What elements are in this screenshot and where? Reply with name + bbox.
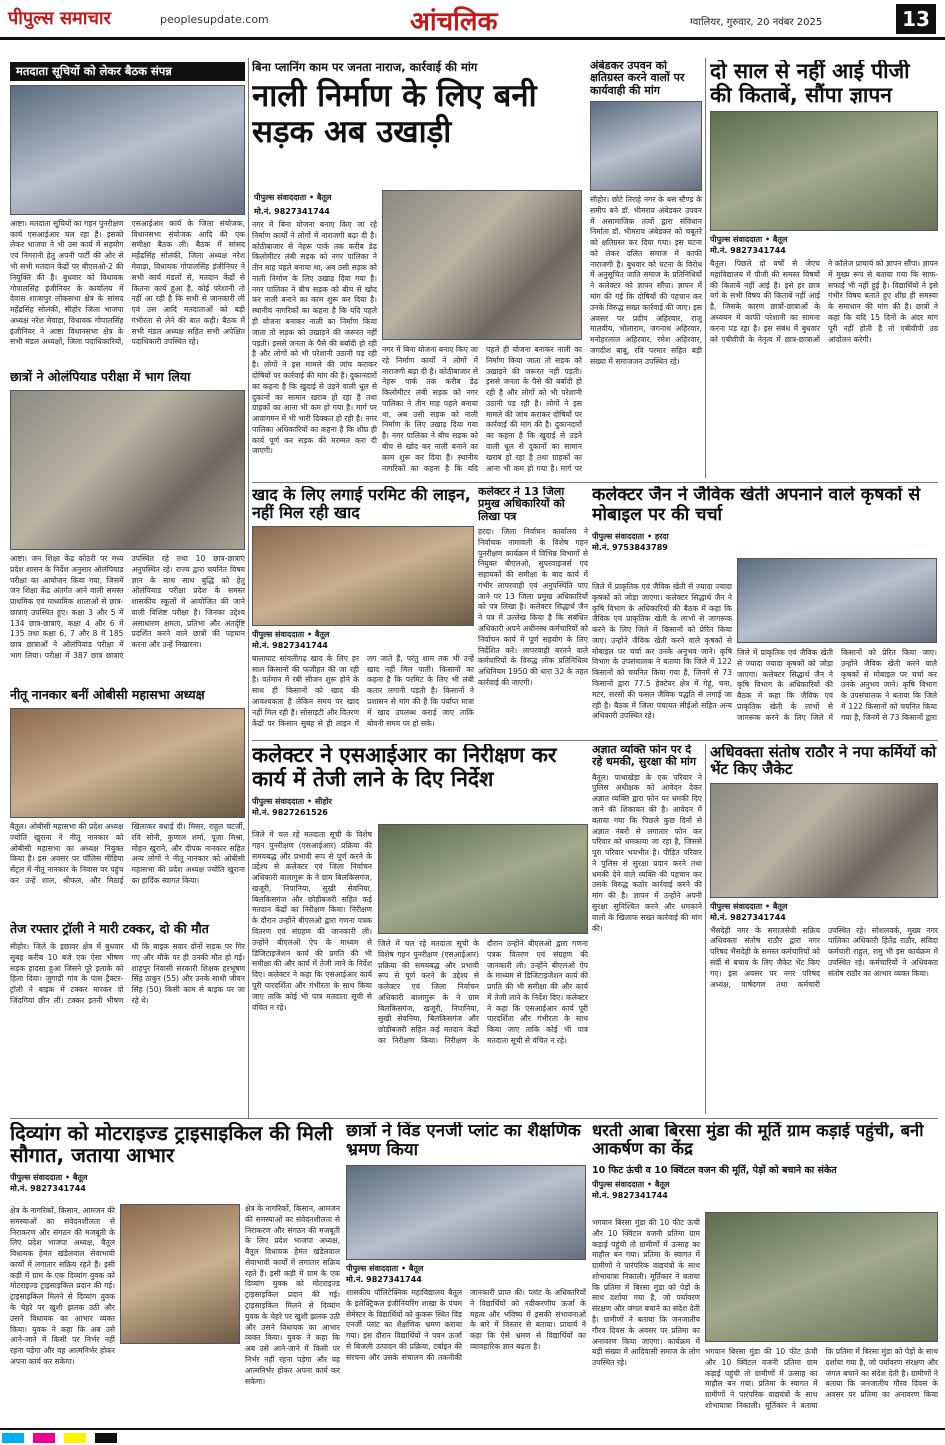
masthead — [0, 0, 945, 40]
story-body: हरदा। जिला निर्वाचन कार्यालय ने निर्वाचक नामावली के विशेष गहन पुनरीक्षण कार्यक्रम में विभिन्न विभागों से नियुक्त बीएलओ, सुपरवाइजर्स एवं सहायकों की समीक्षा के बाद कार्य में गंभीर लापरवाही एवं अनुपस्थिति पाए जाने पर 13 जिला प्रमुख अधिकारियों को पत्र लिखा है। कलेक्टर सिद्धार्थ जैन ने पत्र में उल्लेख किया है कि संबंधित अधिकारी अपने अधीनस्थ कर्मचारियों को निर्वाचन कार्य में पूर्ण सहयोग के लिए निर्देशित करें। लापरवाही बरतने वाले कर्मचारियों के विरुद्ध लोक प्रतिनिधित्व अधिनियम 1950 की धारा 32 के तहत कार्रवाई की जाएगी। — [478, 526, 588, 687]
page-number: 13 — [896, 4, 936, 34]
black-swatch — [95, 1433, 117, 1443]
story-drain — [252, 60, 582, 480]
story-headline: दो साल से नहीं आई पीजी की किताबें, सौंपा ज्ञापन — [710, 60, 910, 107]
story-body-text: जिले में प्राकृतिक एवं जैविक खेती से ज्यादा ज्यादा कृषकों को जोड़ा जाएगा। कलेक्टर सिद्धार्थ जैन ने कृषि विभाग के अधिकारियों की बैठक में कहा कि जैविक एवं प्राकृतिक खेती के लाभों से जागरूक करने के लिए जिले में किसानों को प्रेरित किया जाए। उन्होंने जैविक खेती करने वाले कृषकों से मोबाइल पर चर्चा कर उनके अनुभव जाने। कृषि विभाग के उपसंचालक ने बताया कि जिले में 122 किसानों को चयनित किया गया है, जिनमें से 73 किसानों द्वारा — [737, 648, 937, 722]
story-santosh — [710, 744, 938, 1114]
story-byline: पीपुल्स संवाददाता • हरदा — [592, 532, 669, 542]
story-photo — [120, 1204, 240, 1344]
story-sir — [252, 744, 588, 1114]
story-pg — [710, 60, 938, 480]
row-rule — [252, 482, 938, 483]
story-tricycle — [10, 1122, 340, 1424]
story-byline: पीपुल्स संवाददाता • सीहोर — [252, 797, 332, 807]
story-headline: कलेक्टर जैन ने जैविक खेती अपनाने वाले कृषकों से मोबाइल पर की चर्चा — [592, 486, 921, 525]
story-body-text: क्षेत्र के नागरिकों, किसान, आमजन की समस्याओं का संवेदनशीलता से निराकरण और संगठन की मजबूती के लिए प्रदेश भाजपा अध्यक्ष, बैतूल विधायक हेमंत खंडेलवाल सेवाभावी कार्यों में लगातार सक्रिय रहते हैं। इसी कड़ी में ग्राम के एक दिव्यांग युवक को मोटराइज्ड ट्राइसाइकिल प्रदान की गई। ट्राइसाइकिल मिलने से दिव्यांग युवक के चेहरे पर खुशी झलक उठी और उसने विधायक का आभार व्यक्त किया। युवक ने कहा कि अब उसे आने-जाने में किसी पर निर्भर नहीं रहना पड़ेगा और वह आत्मनिर्भर होकर अपना कार्य कर सकेगा। — [245, 1204, 340, 1386]
story-phone: मो.नं. 9827341744 — [592, 1190, 668, 1200]
story-headline: छात्रों ने ओलंपियाड परीक्षा में भाग लिया — [10, 369, 191, 384]
story-body: सीहोर। जिले के इछावर क्षेत्र में बुधवार सुबह करीब 10 बजे एक ऐसा भीषण सड़क हादसा हुआ जिसने पूरे इलाके को हिला दिया। जुगाड़ी गांव के पास ट्रैक्टर-ट्रॉली ने बाइक में टक्कर मारकर दो जिंदगियां छीन लीं। टक्कर इतनी भीषण थी कि बाइक सवार दोनों सड़क पर गिर गए और मौके पर ही उनकी मौत हो गई। शाहपुर निवासी सरकारी शिक्षक हरभूषण सिंह ठाकुर (55) और उनके साथी जीवन सिंह (50) किसी काम से बाइक पर जा रहे थे। — [10, 942, 245, 1005]
story-jaivik — [592, 486, 938, 736]
story-body: सीहोर। छोटे तिराहे नगर के बस स्टैण्ड के समीप बने डॉ. भीमराव अंबेडकर उपवन में असामाजिक तत्वों द्वारा संविधान निर्माता डॉ. भीमराव अंबेडकर को चबूतरे को क्षतिग्रस्त कर दिया गया। इस घटना को लेकर दलित समाज में काफी नाराजगी है। बुधवार को घटना के विरोध में अनुसूचित जाति समाज के प्रतिनिधियों ने कलेक्टर को ज्ञापन सौंपा। ज्ञापन में मांग की गई कि दोषियों की पहचान कर उनके विरुद्ध सख्त कार्रवाई की जाए। इस अवसर पर प्रदीप अहिरवार, राजू मालवीय, भोलाराम, जगनाथ अहिरवार, मनोहरलाल अहिरवार, रमेश अहिरवार, जगदीश बाबू, रवि परमार सहित बड़ी संख्या में समाजजन उपस्थित रहे। — [590, 194, 702, 366]
story-body-continued — [378, 939, 588, 1109]
story-phone: मो.नं. 9827341744 — [254, 207, 330, 216]
story-nitu — [10, 686, 245, 916]
dateline: ग्वालियर, गुरुवार, 20 नवंबर 2025 — [690, 17, 823, 28]
story-voter — [10, 62, 245, 362]
story-photo — [378, 824, 588, 934]
story-headline: खाद के लिए लगाई परमिट की लाइन, नहीं मिल रही खाद — [252, 486, 471, 522]
story-headline: अधिवक्ता संतोष राठौर ने नपा कर्मियों को भेंट किए जैकेट — [710, 744, 937, 778]
color-registration-bar — [0, 1428, 945, 1445]
story-khad — [252, 486, 474, 736]
story-body: बैतूल। पाथाखेड़ा के एक परिवार ने पुलिस अधीक्षक को आवेदन देकर अज्ञात व्यक्ति द्वारा फोन पर धमकी दिए जाने की शिकायत की है। आवेदन में बताया गया कि पिछले कुछ दिनों से अज्ञात नंबरों से लगातार फोन कर परिवार को धमकाया जा रहा है, जिससे पूरा परिवार भयभीत है। पीड़ित परिवार ने पुलिस से सुरक्षा प्रदान करने तथा धमकी देने वाले व्यक्ति की पहचान कर उसके विरुद्ध कठोर कार्रवाई करने की मांग की है। ज्ञापन में उन्होंने अपनी सुरक्षा सुनिश्चित करने और धमकाने वालों के खिलाफ सख्त कार्रवाई की मांग की। — [592, 772, 702, 933]
story-phone: मो.नं. 9827341744 — [710, 912, 786, 922]
story-phone: मो.नं. 9827341744 — [10, 1183, 86, 1193]
story-body: नगर में बिना योजना बनाए किए जा रहे निर्माण कार्यों ने लोगों में नाराजगी बढ़ा दी है। कोठीबाजार से नेहरू पार्क तक करीब डेढ़ किलोमीटर लंबी सड़क को नगर पालिका ने तीन माह पहले बनाया था, अब उसी सड़क को नाली निर्माण के लिए उखाड़ दिया गया है। नगर पालिका ने बीच सड़क को बीच से खोद कर नाली बनाने का काम शुरू कर दिया है। स्थानीय नागरिकों का कहना है कि यदि पहले ही योजना बनाकर नाली का निर्माण किया जाता तो सड़क को उखाड़ने की जरूरत नहीं पड़ती। इससे जनता के पैसे की बर्बादी हो रही है और लोगों को भी परेशानी उठानी पड़ रही है। लोगों ने इस मामले की जांच कराकर दोषियों पर कार्रवाई की मांग की है। दुकानदारों का कहना है कि खुदाई से उड़ने वाली धूल से दुकानों का सामान खराब हो रहा है तथा ग्राहकों का आना भी कम हो गया है। मार्ग पर आवागमन में भी भारी दिक्कत हो रही है। नगर पालिका अधिकारियों का कहना है कि शीघ्र ही कार्य पूर्ण कर सड़क की मरम्मत करा दी जाएगी। — [252, 220, 377, 456]
story-birsa — [592, 1122, 938, 1424]
story-body: आष्टा। जन शिक्षा केंद्र कोठरी पर मध्य प्रदेश शासन के निर्देश अनुसार ओलंपियाड परीक्षा का आयोजन किया गया, जिसमें जन शिक्षा केंद्र अंतर्गत आने वाली समस्त प्राथमिक एवं माध्यमिक शालाओं से छात्र-छात्राएं उपस्थित हुए। कक्षा 3 और 5 में 134 छात्र-छात्राएं, कक्षा 4 और 6 में 135 तथा कक्षा 6, 7 और 8 में 185 छात्र छात्राओं ने ओलंपियाड परीक्षा में भाग लिया। परीक्षा में 387 छात्र छात्राएं उपस्थित रहे तथा 10 छात्र-छात्राएं अनुपस्थित रहे। राज्य द्वारा चयनित विषय ज्ञान के साथ साथ बुद्धि को हेतु ओलंपियाड परीक्षा प्रदेश के समस्त शासकीय स्कूलों में आयोजित की जाने वाली विशिष्ट परीक्षा है। जिनका उद्देश्य असाधारण क्षमता, प्रतिभा और अंतर्दृष्टि प्रदर्शित करने वाले छात्रों की पहचान करना और उन्हें निखारना। — [10, 554, 245, 661]
story-body-text: नगर में बिना योजना बनाए किए जा रहे निर्माण कार्यों ने लोगों में नाराजगी बढ़ा दी है। कोठीबाजार से नेहरू पार्क तक करीब डेढ़ किलोमीटर लंबी सड़क को नगर पालिका ने तीन माह पहले बनाया था, अब उसी सड़क को नाली निर्माण के लिए उखाड़ दिया गया है। नगर पालिका ने बीच सड़क को बीच से खोद कर नाली बनाने का काम शुरू कर दिया है। स्थानीय नागरिकों का कहना है कि यदि पहले ही योजना बनाकर नाली का निर्माण किया जाता तो सड़क को उखाड़ने की जरूरत नहीं पड़ती। इससे जनता के पैसे की बर्बादी हो रही है और लोगों को भी परेशानी उठानी पड़ रही है। लोगों ने इस मामले की जांच कराकर दोषियों पर कार्रवाई की मांग की है। दुकानदारों का कहना है कि खुदाई से उड़ने वाली धूल से दुकानों का सामान खराब हो रहा है तथा ग्राहकों का आना भी कम हो गया है। मार्ग पर — [382, 345, 582, 473]
story-byline: पीपुल्स संवाददाता • बैतूल — [710, 901, 788, 911]
story-body: बैतूल। पिछले दो वर्षों से जेएच महाविद्यालय में पीजी की समस्त विषयों की किताबें नहीं आई है। इसे हर छात्र वर्ग के सभी विषय की किताबें नहीं आई है, जिसके कारण छात्रों-छात्राओं के अध्ययन में काफी परेशानी का सामना करना पड़ रहा है। इस संबंध में बुधवार को एबीवीपी के नेतृत्व में छात्र-छात्राओं ने कॉलेज प्राचार्य को ज्ञापन सौंपा। ज्ञापन में मुख्य रूप से बताया गया कि साफ-सफाई भी नहीं हुई है। विद्यार्थियों ने इसे गंभीर विषय बताते हुए शीघ्र ही समस्या के समाधान की मांग की है। छात्रों ने कहा कि यदि 15 दिनों के अंदर मांग पूरी नहीं होती है तो एबीवीपी उग्र आंदोलन करेगी। — [710, 259, 938, 344]
story-photo — [710, 783, 938, 898]
story-photo — [346, 1165, 586, 1260]
story-photo — [382, 190, 582, 340]
story-photo — [737, 558, 937, 643]
story-headline: छात्रों ने विंड एनर्जी प्लांट का शैक्षणिक भ्रमण किया — [346, 1122, 581, 1161]
story-byline: पीपुल्स संवाददाता • बैतूल — [710, 235, 788, 245]
column-rule — [248, 58, 249, 1118]
story-body-text: जिले में चल रहे मतदाता सूची के विशेष गहन पुनरीक्षण (एसआईआर) प्रक्रिया की समयबद्ध और प्रभावी रूप से पूर्ण करने के उद्देश्य से कलेक्टर एवं जिला निर्वाचन अधिकारी बालागुरू के ने ग्राम बिलकिसगंज, खजूरी, निपानिया, सुखी सेवनिया, बिलकिसगंज और छोड़ीबजरी सहित कई मतदान केंद्रों का निरीक्षण किया। निरीक्षण के दौरान उन्होंने बीएलओ द्वारा गणना पत्रक वितरण एवं संग्रहण की जानकारी ली। उन्होंने बीएलओ ऐप के माध्यम से डिजिटाइजेशन कार्य की प्रगति की भी समीक्षा की और कार्य में तेजी लाने के निर्देश दिए। कलेक्टर ने कहा कि एसआईआर कार्य पूरी पारदर्शिता और गंभीरता के साथ किया जाए ताकि कोई भी पात्र मतदाता सूची से वंचित न रहे। — [378, 939, 588, 1046]
story-headline: अज्ञात व्यक्ति फोन पर दे रहे धमकी, सुरक्षा की मांग — [592, 744, 697, 769]
story-phone: मो.नं. 9827261526 — [252, 808, 328, 818]
story-phone: मो.नं. 9827341744 — [252, 640, 328, 650]
row-rule — [252, 740, 938, 741]
story-body: जिले में प्राकृतिक एवं जैविक खेती से ज्यादा ज्यादा कृषकों को जोड़ा जाएगा। कलेक्टर सिद्धार्थ जैन ने कृषि विभाग के अधिकारियों की बैठक में कहा कि जैविक एवं प्राकृतिक खेती के लाभों से जागरूक करने के लिए जिले में किसानों को प्रेरित किया जाए। उन्होंने जैविक खेती करने वाले कृषकों से मोबाइल पर चर्चा कर उनके अनुभव जाने। कृषि विभाग के उपसंचालक ने बताया कि जिले में 122 किसानों को चयनित किया गया है, जिनमें से 73 किसानों द्वारा 77.5 हेक्टेयर क्षेत्र में गेहूं, चना, मटर, सरसों की फसल जैविक पद्धति से लगाई जा रही है। बैठक में जिला पंचायत सीईओ सहित अन्य अधिकारी उपस्थित रहे। — [592, 582, 732, 721]
story-phone: मो.नं. 9753843789 — [592, 543, 668, 553]
brand-logo: पीपुल्स समाचार — [8, 8, 111, 29]
story-subhead: 10 फिट ऊंची व 10 क्विंटल वजन की मूर्ति, पेड़ों को बचाने का संकेत — [592, 1163, 938, 1176]
story-olympiad — [10, 368, 245, 678]
story-photo — [252, 526, 474, 626]
column-rule — [705, 58, 706, 478]
story-body: भैंसदेही नगर के समाजसेवी सक्रिय अधिवक्ता संतोष राठौर द्वारा नगर परिषद भैंसदेही के समस्त कर्मचारियों को सर्दी से बचाव के लिए जैकेट भेंट किए गए। इस अवसर पर नगर परिषद अध्यक्ष, पार्षदगण तथा कर्मचारी उपस्थित रहे। सोशलवर्क, मुख्य नगर पालिका अधिकारी हितेंद्र राठौर, संविदा कर्मचारी राहुल, रामु भी इस कार्यक्रम में उपस्थित रहे। कर्मचारियों ने अधिवक्ता संतोष राठौर का आभार व्यक्त किया। — [710, 925, 938, 989]
story-photo — [710, 111, 938, 231]
story-body-continued — [245, 1204, 340, 1419]
story-photo — [10, 708, 245, 818]
story-headline: कलेक्टर ने 13 जिला प्रमुख अधिकारियों को लिखा पत्र — [478, 486, 565, 523]
story-body: आष्टा। मतदाता सूचियों का गहन पुनरीक्षण कार्य एसआईआर चल रहा है। इसको लेकर भाजपा ने भी उस कार्य में सहयोग एवं निगरानी हेतु अपनी पार्टी की ओर से भी सभी मतदान केंद्रों पर बीएलओ-2 की नियुक्ति की है। बुधवार को विधायक गोपालसिंह इंजीनियर के कार्यालय में देवास शाजापुर लोकसभा क्षेत्र के सांसद महेंद्रसिंह सोलंकी, सीहोर जिला भाजपा अध्यक्ष नरेश मेवाड़ा, विधायक गोपालसिंह इंजीनियर ने आष्टा विधानसभा क्षेत्र के सभी मंडल अध्यक्षों, जिला पदाधिकारियों, एसआईआर कार्य के जिला संयोजक, विधानसभा संयोजक आदि की एक समीक्षा बैठक ली। बैठक में सांसद महेंद्रसिंह सोलंकी, जिला अध्यक्ष नरेश मेवाड़ा, विधायक गोपालसिंह इंजीनियर ने सभी कार्य मंडलों से, मतदान केंद्रों से कितना कार्य हुआ है, कोई परेशानी तो नहीं आ रही है कि सभी से जानकारी ली एवं उस आदि मतदाताओं को बड़ी गंभीरता से लेने की बात कही। बैठक में सभी मंडल अध्यक्ष सहित सभी अपेक्षित पदाधिकारी उपस्थित रहे। — [10, 218, 245, 347]
story-body: जिले में चल रहे मतदाता सूची के विशेष गहन पुनरीक्षण (एसआईआर) प्रक्रिया की समयबद्ध और प्रभावी रूप से पूर्ण करने के उद्देश्य से कलेक्टर एवं जिला निर्वाचन अधिकारी बालागुरू के ने ग्राम बिलकिसगंज, खजूरी, निपानिया, सुखी सेवनिया, बिलकिसगंज और छोड़ीबजरी सहित कई मतदान केंद्रों का निरीक्षण किया। निरीक्षण के दौरान उन्होंने बीएलओ द्वारा गणना पत्रक वितरण एवं संग्रहण की जानकारी ली। उन्होंने बीएलओ ऐप के माध्यम से डिजिटाइजेशन कार्य की प्रगति की भी समीक्षा की और कार्य में तेजी लाने के निर्देश दिए। कलेक्टर ने कहा कि एसआईआर कार्य पूरी पारदर्शिता और गंभीरता के साथ किया जाए ताकि कोई भी पात्र मतदाता सूची से वंचित न रहे। — [252, 830, 372, 1012]
column-rule — [705, 744, 706, 1114]
cyan-swatch — [2, 1433, 24, 1443]
story-body-continued — [382, 345, 582, 475]
section-title: आंचलिक — [410, 7, 498, 37]
magenta-swatch — [33, 1433, 55, 1443]
story-byline: पीपुल्स संवाददाता • बैतूल — [592, 1179, 670, 1189]
story-body: भगवान बिरसा मुंडा की 10 फीट ऊंची और 10 क्विंटल वजनी प्रतिमा ग्राम कड़ाई पहुंची तो ग्रामीणों में उत्साह का माहौल बन गया। प्रतिमा के स्वागत में ग्रामीणों ने पारंपरिक वाद्ययंत्रों के साथ शोभायात्रा निकाली। मूर्तिकार ने बताया कि प्रतिमा में बिरसा मुंडा को पेड़ों के साथ दर्शाया गया है, जो पर्यावरण संरक्षण और जंगल बचाने का संदेश देती है। ग्रामीणों ने बताया कि जनजातीय गौरव दिवस के अवसर पर प्रतिमा का अनावरण किया जाएगा। कार्यक्रम में बड़ी संख्या में आदिवासी समाज के लोग उपस्थित रहे। — [592, 1218, 700, 1368]
story-headline: मतदाता सूचियों को लेकर बैठक संपन्न — [10, 62, 245, 81]
story-photo — [705, 1212, 938, 1342]
story-body-text: भगवान बिरसा मुंडा की 10 फीट ऊंची और 10 क्विंटल वजनी प्रतिमा ग्राम कड़ाई पहुंची तो ग्रामीणों में उत्साह का माहौल बन गया। प्रतिमा के स्वागत में ग्रामीणों ने पारंपरिक वाद्ययंत्रों के साथ शोभायात्रा निकाली। मूर्तिकार ने बताया कि प्रतिमा में बिरसा मुंडा को पेड़ों के साथ दर्शाया गया है, जो पर्यावरण संरक्षण और जंगल बचाने का संदेश देती है। ग्रामीणों ने बताया कि जनजातीय गौरव दिवस के अवसर पर प्रतिमा का अनावरण किया — [705, 1347, 938, 1410]
story-photo — [10, 390, 245, 550]
story-byline: पीपुल्स संवाददाता • बैतूल — [252, 629, 330, 639]
story-body: शासकीय पॉलिटेक्निक महाविद्यालय बैतूल के इलेक्ट्रिकल इंजीनियरिंग शाखा के पंचम सेमेस्टर के विद्यार्थियों को कुकरू स्थित विंड एनर्जी प्लांट का शैक्षणिक भ्रमण कराया गया। इस दौरान विद्यार्थियों ने पवन ऊर्जा से बिजली उत्पादन की प्रक्रिया, टर्बाइन की संरचना और उसके संचालन की तकनीकी जानकारी प्राप्त की। प्लांट के अधिकारियों ने विद्यार्थियों को नवीकरणीय ऊर्जा के महत्व और भविष्य में इसकी संभावनाओं के बारे में विस्तार से बताया। प्राचार्य ने कहा कि ऐसे भ्रमण से विद्यार्थियों का व्यावहारिक ज्ञान बढ़ता है। — [346, 1288, 586, 1362]
story-kicker: बिना प्लानिंग काम पर जनता नाराज, कार्रवाई की मांग — [252, 60, 582, 75]
story-headline: अंबेडकर उपवन को क्षतिग्रस्त करने वालों पर कार्यवाही की मांग — [590, 60, 685, 97]
story-threat — [592, 744, 702, 1114]
story-headline: धरती आबा बिरसा मुंडा की मूर्ति ग्राम कड़ाई पहुंची, बनी आकर्षण का केंद्र — [592, 1122, 924, 1159]
story-photo — [590, 101, 702, 191]
story-ambedkar — [590, 60, 702, 480]
yellow-swatch — [64, 1433, 86, 1443]
story-headline: दिव्यांग को मोटराइज्ड ट्राइसाइकिल की मिली सौगात, जताया आभार — [10, 1122, 333, 1168]
row-rule — [10, 1118, 938, 1119]
story-wind — [346, 1122, 586, 1424]
story-body: बैतूल। ओबीसी महासभा की प्रदेश अध्यक्ष ज्योति खुराना ने नीतू नानकार को ओबीसी महासभा का अध्यक्ष नियुक्त किया है। इस अवसर पर पॉलिस मीडिया सेंट्रल में नीतू नानकार के निवास पर पहुंच कर उन्हें शाल, श्रीफल, और मिठाई खिलाकर बधाई दी। मिसर, राहुल चटर्जी, रवि सोनी, कुणाल शर्मा, पूजा मिश्रा, मोहन खुराने, और दीपक नानकार सहित अन्य लोगों ने नीतू नानकार को ओबीसी महासभा की प्रदेश अध्यक्ष ज्योति खुराना का हार्दिक स्वागत किया। — [10, 822, 245, 885]
story-body: बालाघाट सांवलीगढ़ खाद के लिए हर साल किसानों की फजीहत की जा रही है। वर्तमान में रबी सीजन शुरू होने के साथ ही किसानों को खाद की आवश्यकता है लेकिन समय पर खाद नहीं मिल रही है। सोसाइटी और वितरण केंद्रों पर किसान सुबह से ही लाइन में लग जाते हैं, परंतु शाम तक भी उन्हें खाद नहीं मिल पाती। किसानों का कहना है कि परमिट के लिए भी लंबी कतार लगानी पड़ती है। किसानों ने प्रशासन से मांग की है कि पर्याप्त मात्रा में खाद उपलब्ध कराई जाए ताकि बोवनी समय पर हो सके। — [252, 653, 474, 728]
story-phone: मो.नं. 9827341744 — [346, 1275, 422, 1285]
story-headline: नाली निर्माण के लिए बनी सड़क अब उखाड़ी — [252, 78, 537, 150]
story-byline: पीपुल्स संवाददाता • बैतूल — [10, 1172, 88, 1182]
story-body: क्षेत्र के नागरिकों, किसान, आमजन की समस्याओं का संवेदनशीलता से निराकरण और संगठन की मजबूती के लिए प्रदेश भाजपा अध्यक्ष, बैतूल विधायक हेमंत खंडेलवाल सेवाभावी कार्यों में लगातार सक्रिय रहते हैं। इसी कड़ी में ग्राम के एक दिव्यांग युवक को मोटराइज्ड ट्राइसाइकिल प्रदान की गई। ट्राइसाइकिल मिलने से दिव्यांग युवक के चेहरे पर खुशी झलक उठी और उसने विधायक का आभार व्यक्त किया। युवक ने कहा कि अब उसे आने-जाने में किसी पर निर्भर नहीं रहना पड़ेगा और वह आत्मनिर्भर होकर अपना कार्य कर सकेगा। — [10, 1206, 115, 1366]
story-phone: मो.नं. 9827341744 — [710, 246, 786, 256]
story-body-continued — [737, 648, 937, 732]
story-headline: कलेक्टर ने एसआईआर का निरीक्षण कर कार्य में तेजी लाने के दिए निर्देश — [252, 744, 557, 791]
story-body-continued — [705, 1347, 938, 1419]
story-byline: पीपुल्स संवाददाता • बैतूल — [346, 1264, 424, 1274]
story-collector13 — [478, 486, 588, 736]
story-headline: नीतू नानकार बनीं ओबीसी महासभा अध्यक्ष — [10, 687, 205, 702]
site-url[interactable]: peoplesupdate.com — [160, 13, 269, 26]
story-headline: तेज रफ्तार ट्रॉली ने मारी टक्कर, दो की मौत — [10, 921, 209, 936]
story-photo — [10, 85, 245, 215]
story-byline: पीपुल्स संवाददाता • बैतूल — [254, 193, 332, 202]
story-trolley — [10, 920, 245, 1115]
